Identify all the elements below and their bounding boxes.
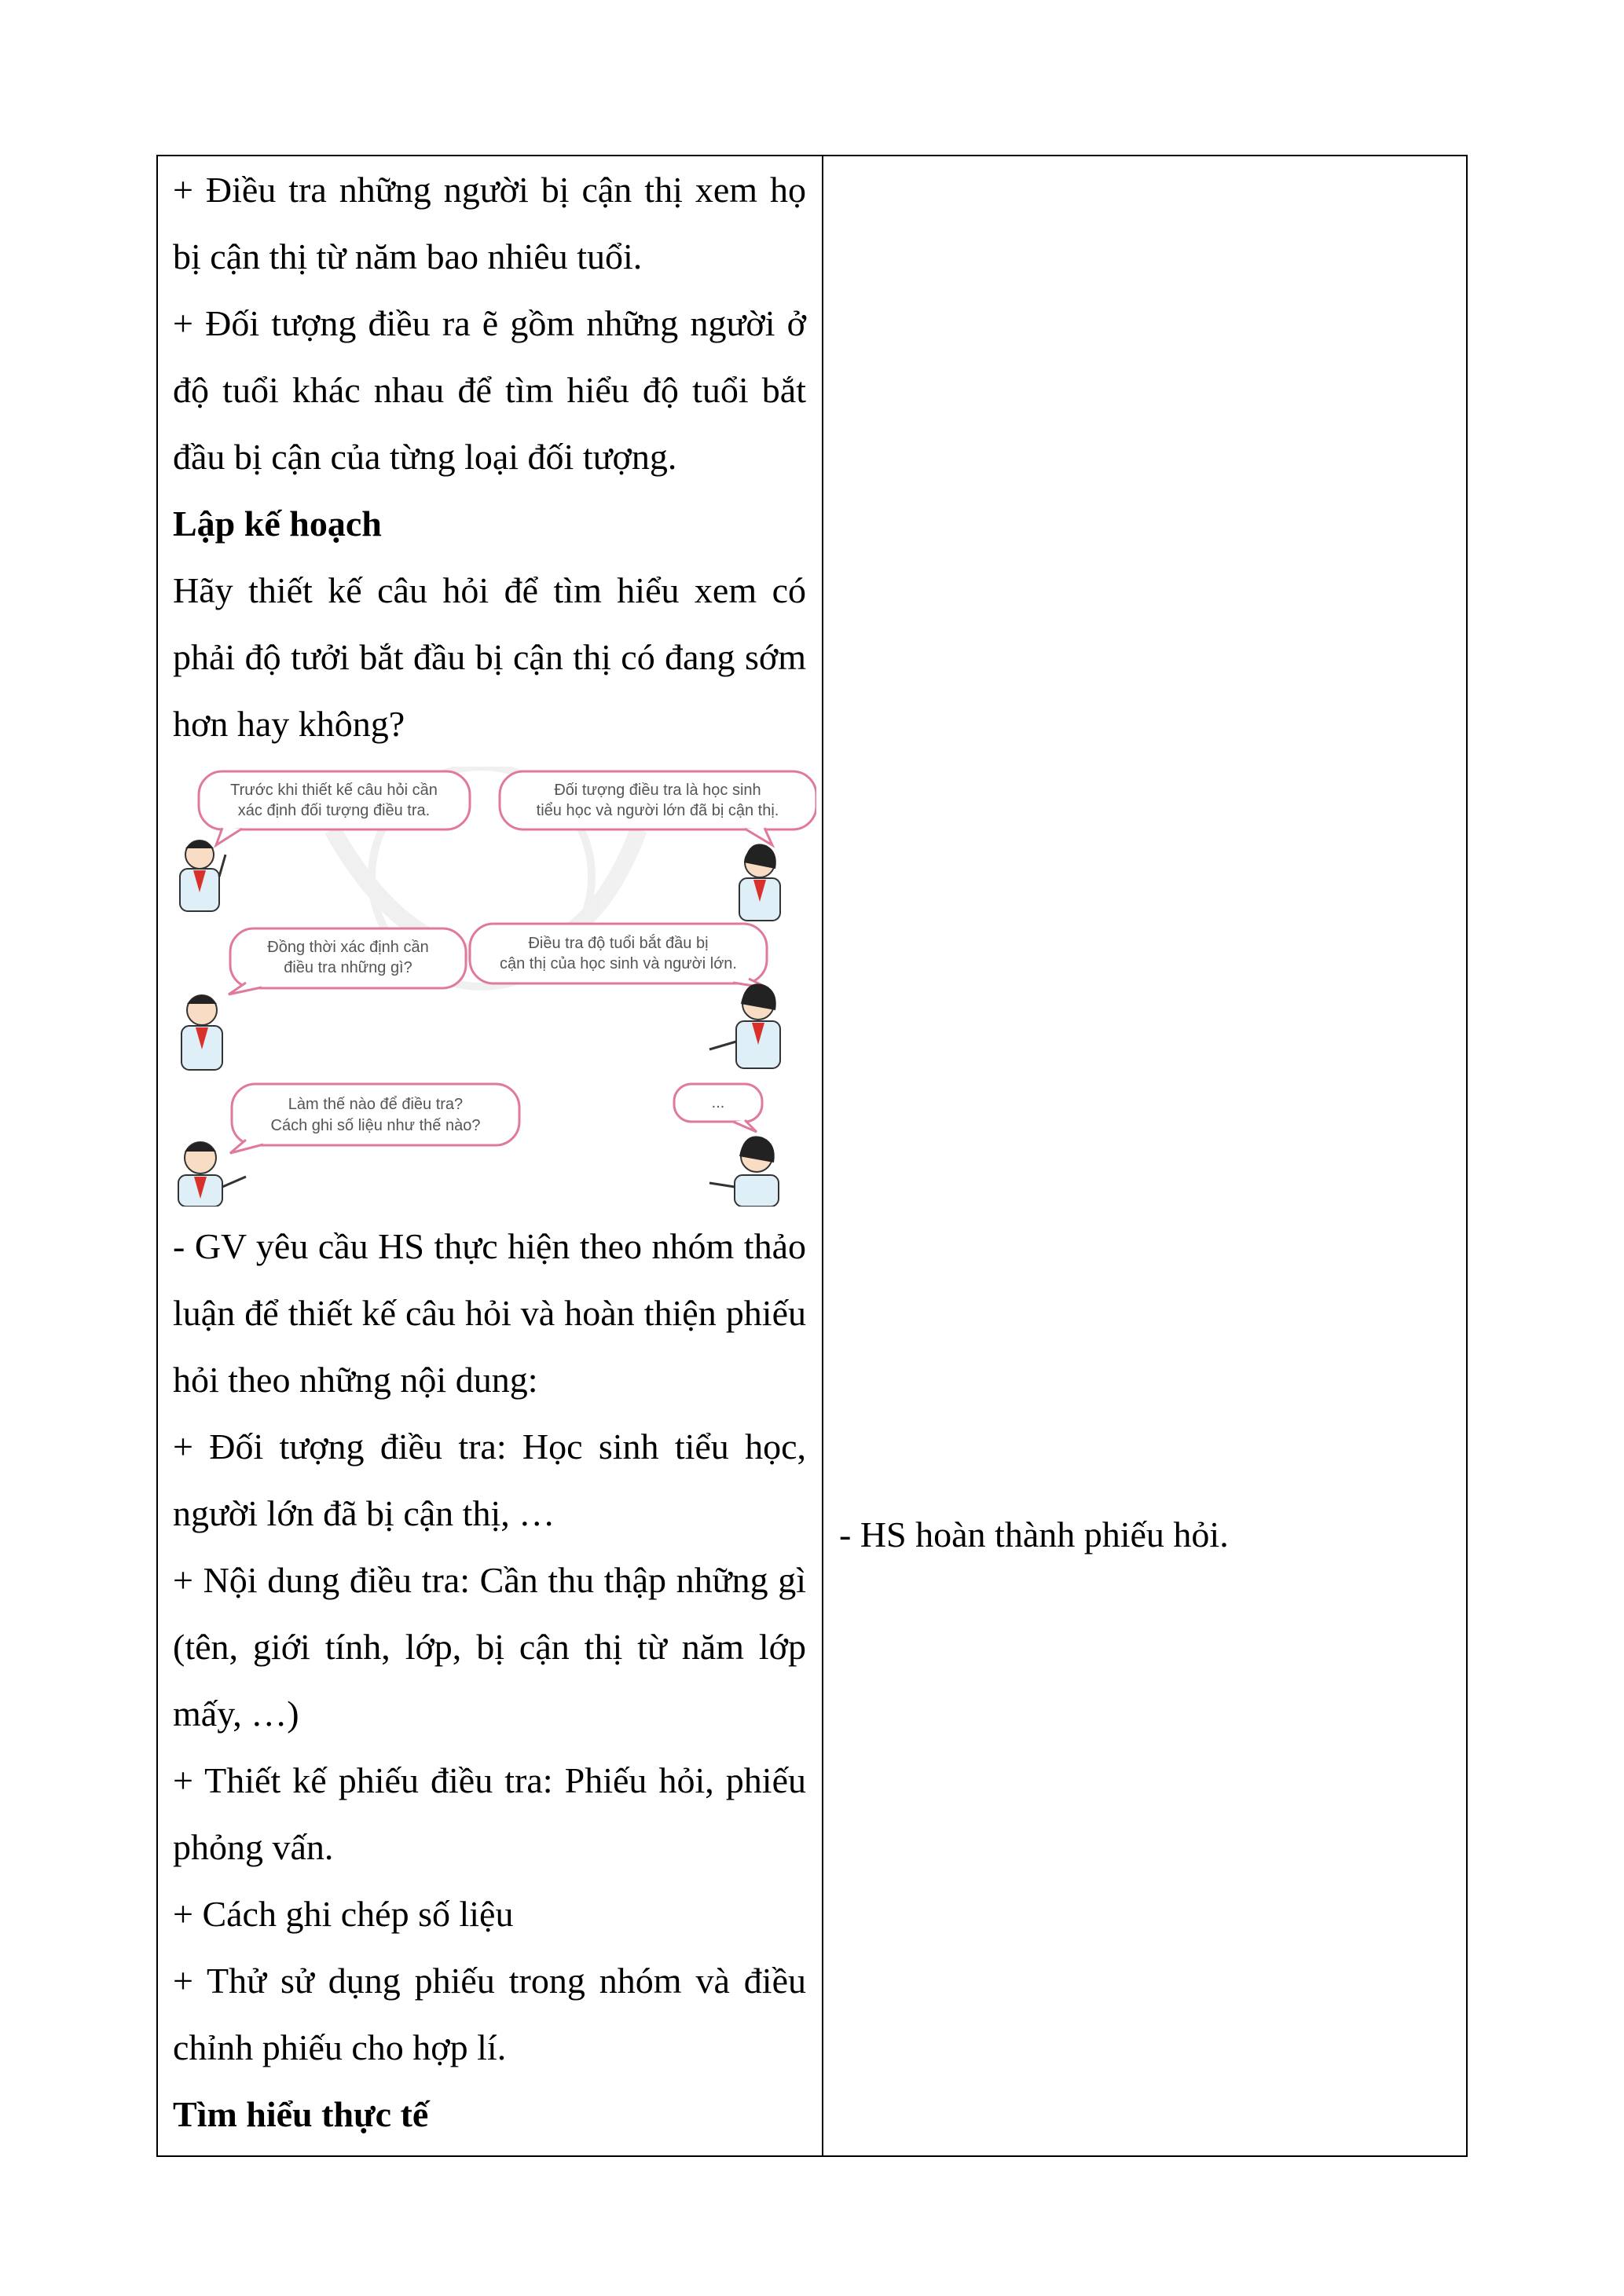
boy-student-1-icon <box>180 840 225 911</box>
data-recording-method: + Cách ghi chép số liệu <box>173 1894 514 1934</box>
bubble-5-line-1: Làm thế nào để điều tra? <box>288 1096 464 1113</box>
bubble-4-line-2: cận thị của học sinh và người lớn. <box>499 955 738 972</box>
boy-student-2-icon <box>181 995 222 1070</box>
bubble-3-line-1: Đồng thời xác định cần <box>267 939 429 956</box>
section-heading-plan: Lập kế hoạch <box>173 504 382 544</box>
column-divider <box>822 156 823 2155</box>
survey-form-design: + Thiết kế phiếu điều tra: Phiếu hỏi, phiếu phỏng vấn. <box>173 1760 806 1867</box>
speech-bubble-5 <box>230 1084 519 1153</box>
bubble-5-line-2: Cách ghi số liệu như thế nào? <box>270 1117 481 1134</box>
girl-student-2-icon <box>709 983 780 1068</box>
bubble-3-line-2: điều tra những gì? <box>284 959 412 976</box>
survey-subjects: + Đối tượng điều tra: Học sinh tiểu học, người lớn đã bị cận thị, … <box>173 1426 806 1533</box>
speech-bubble-4 <box>470 924 768 988</box>
bubble-2-line-1: Đối tượng điều tra là học sinh <box>554 782 761 799</box>
bubble-1-line-1: Trước khi thiết kế câu hỏi cần <box>230 782 438 799</box>
girl-student-1-icon <box>739 844 780 921</box>
bubble-1-line-2: xác định đối tượng điều tra. <box>237 802 431 819</box>
dialogue-illustration <box>167 767 816 1207</box>
speech-bubble-2 <box>500 771 816 845</box>
bubble-6-text: ... <box>711 1094 725 1111</box>
section-heading-research: Tìm hiểu thực tế <box>173 2094 429 2134</box>
teacher-request: - GV yêu cầu HS thực hiện theo nhóm thảo luận để thiết kế câu hỏi và hoàn thiện phiếu hỏi theo những nội dung: <box>173 1226 806 1400</box>
speech-bubble-6 <box>674 1084 762 1132</box>
student-response: - HS hoàn thành phiếu hỏi. <box>839 1514 1229 1554</box>
survey-instruction-2: + Đối tượng điều ra ẽ gồm những người ở độ tuổi khác nhau để tìm hiểu độ tuổi bắt đầu bị cận của từng loại đối tượng. <box>173 303 806 477</box>
lesson-table <box>156 155 1468 2157</box>
student-activity-cell <box>839 1501 1229 1568</box>
design-question: Hãy thiết kế câu hỏi để tìm hiểu xem có phải độ tưởi bắt đầu bị cận thị có đang sớm hơn hay không? <box>173 570 806 744</box>
bubble-4-line-1: Điều tra độ tuổi bắt đầu bị <box>528 935 709 952</box>
trial-and-adjust: + Thử sử dụng phiếu trong nhóm và điều chỉnh phiếu cho hợp lí. <box>173 1961 806 2067</box>
girl-student-3-icon <box>709 1136 779 1207</box>
speech-bubble-3 <box>229 928 466 994</box>
survey-instruction-1: + Điều tra những người bị cận thị xem họ bị cận thị từ năm bao nhiêu tuổi. <box>173 170 806 276</box>
bubble-2-line-2: tiểu học và người lớn đã bị cận thị. <box>536 802 779 819</box>
survey-content: + Nội dung điều tra: Cần thu thập những gì (tên, giới tính, lớp, bị cận thị từ năm lớp mấy, …) <box>173 1560 806 1734</box>
teacher-activity-cell <box>173 156 806 2148</box>
